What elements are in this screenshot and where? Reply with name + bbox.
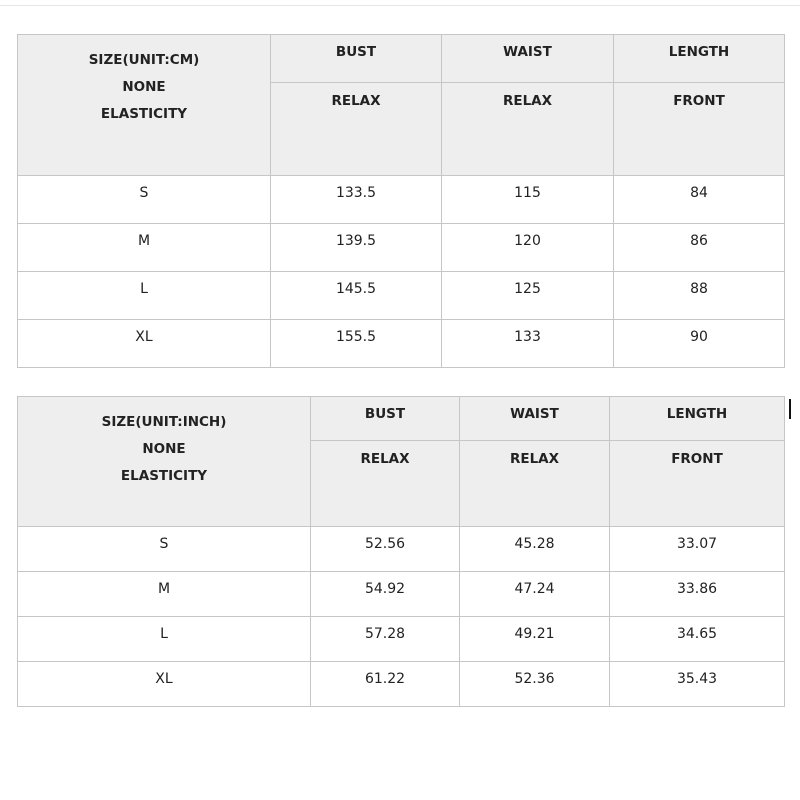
bust-cell: 61.22: [311, 662, 460, 707]
size-cell: M: [18, 224, 271, 272]
bust-cell: 145.5: [271, 272, 442, 320]
size-cell: S: [18, 176, 271, 224]
table-row: [18, 527, 785, 572]
bust-subheader: RELAX: [271, 83, 442, 176]
waist-cell: 49.21: [460, 617, 610, 662]
size-header-cell: [18, 35, 271, 176]
waist-cell: 45.28: [460, 527, 610, 572]
length-subheader: FRONT: [614, 83, 785, 176]
bust-cell: 52.56: [311, 527, 460, 572]
bust-header: BUST: [271, 35, 442, 83]
elasticity-none-label: NONE: [122, 79, 166, 95]
length-subheader: FRONT: [610, 441, 785, 527]
size-chart-inch-table: [17, 396, 785, 707]
waist-subheader: RELAX: [442, 83, 614, 176]
table-row: [18, 320, 785, 368]
size-unit-label: SIZE(UNIT:CM): [88, 52, 200, 68]
waist-cell: 115: [442, 176, 614, 224]
bust-cell: 54.92: [311, 572, 460, 617]
length-header: LENGTH: [614, 35, 785, 83]
size-cell: XL: [18, 320, 271, 368]
length-cell: 86: [614, 224, 785, 272]
length-cell: 88: [614, 272, 785, 320]
table-row: [18, 617, 785, 662]
elasticity-none-label: NONE: [142, 441, 186, 457]
waist-cell: 125: [442, 272, 614, 320]
size-chart-cm-table: [17, 34, 785, 368]
waist-cell: 133: [442, 320, 614, 368]
length-header: LENGTH: [610, 397, 785, 441]
waist-cell: 52.36: [460, 662, 610, 707]
bust-cell: 133.5: [271, 176, 442, 224]
size-cell: M: [18, 572, 311, 617]
size-unit-label: SIZE(UNIT:INCH): [101, 414, 227, 430]
length-cell: 90: [614, 320, 785, 368]
bust-cell: 57.28: [311, 617, 460, 662]
bust-subheader: RELAX: [311, 441, 460, 527]
size-cell: S: [18, 527, 311, 572]
bust-header: BUST: [311, 397, 460, 441]
table-row: [18, 662, 785, 707]
text-cursor-icon: [789, 399, 791, 419]
table-row: [18, 224, 785, 272]
size-header-cell: [18, 397, 311, 527]
size-cell: XL: [18, 662, 311, 707]
length-cell: 34.65: [610, 617, 785, 662]
size-cell: L: [18, 617, 311, 662]
elasticity-label: ELASTICITY: [120, 468, 208, 484]
table-row: [18, 176, 785, 224]
table-row: [18, 272, 785, 320]
waist-header: WAIST: [460, 397, 610, 441]
length-cell: 84: [614, 176, 785, 224]
waist-subheader: RELAX: [460, 441, 610, 527]
waist-header: WAIST: [442, 35, 614, 83]
bust-cell: 155.5: [271, 320, 442, 368]
waist-cell: 47.24: [460, 572, 610, 617]
length-cell: 33.86: [610, 572, 785, 617]
length-cell: 35.43: [610, 662, 785, 707]
length-cell: 33.07: [610, 527, 785, 572]
waist-cell: 120: [442, 224, 614, 272]
elasticity-label: ELASTICITY: [100, 106, 188, 122]
page-top-edge: [0, 0, 800, 6]
bust-cell: 139.5: [271, 224, 442, 272]
table-row: [18, 572, 785, 617]
size-cell: L: [18, 272, 271, 320]
